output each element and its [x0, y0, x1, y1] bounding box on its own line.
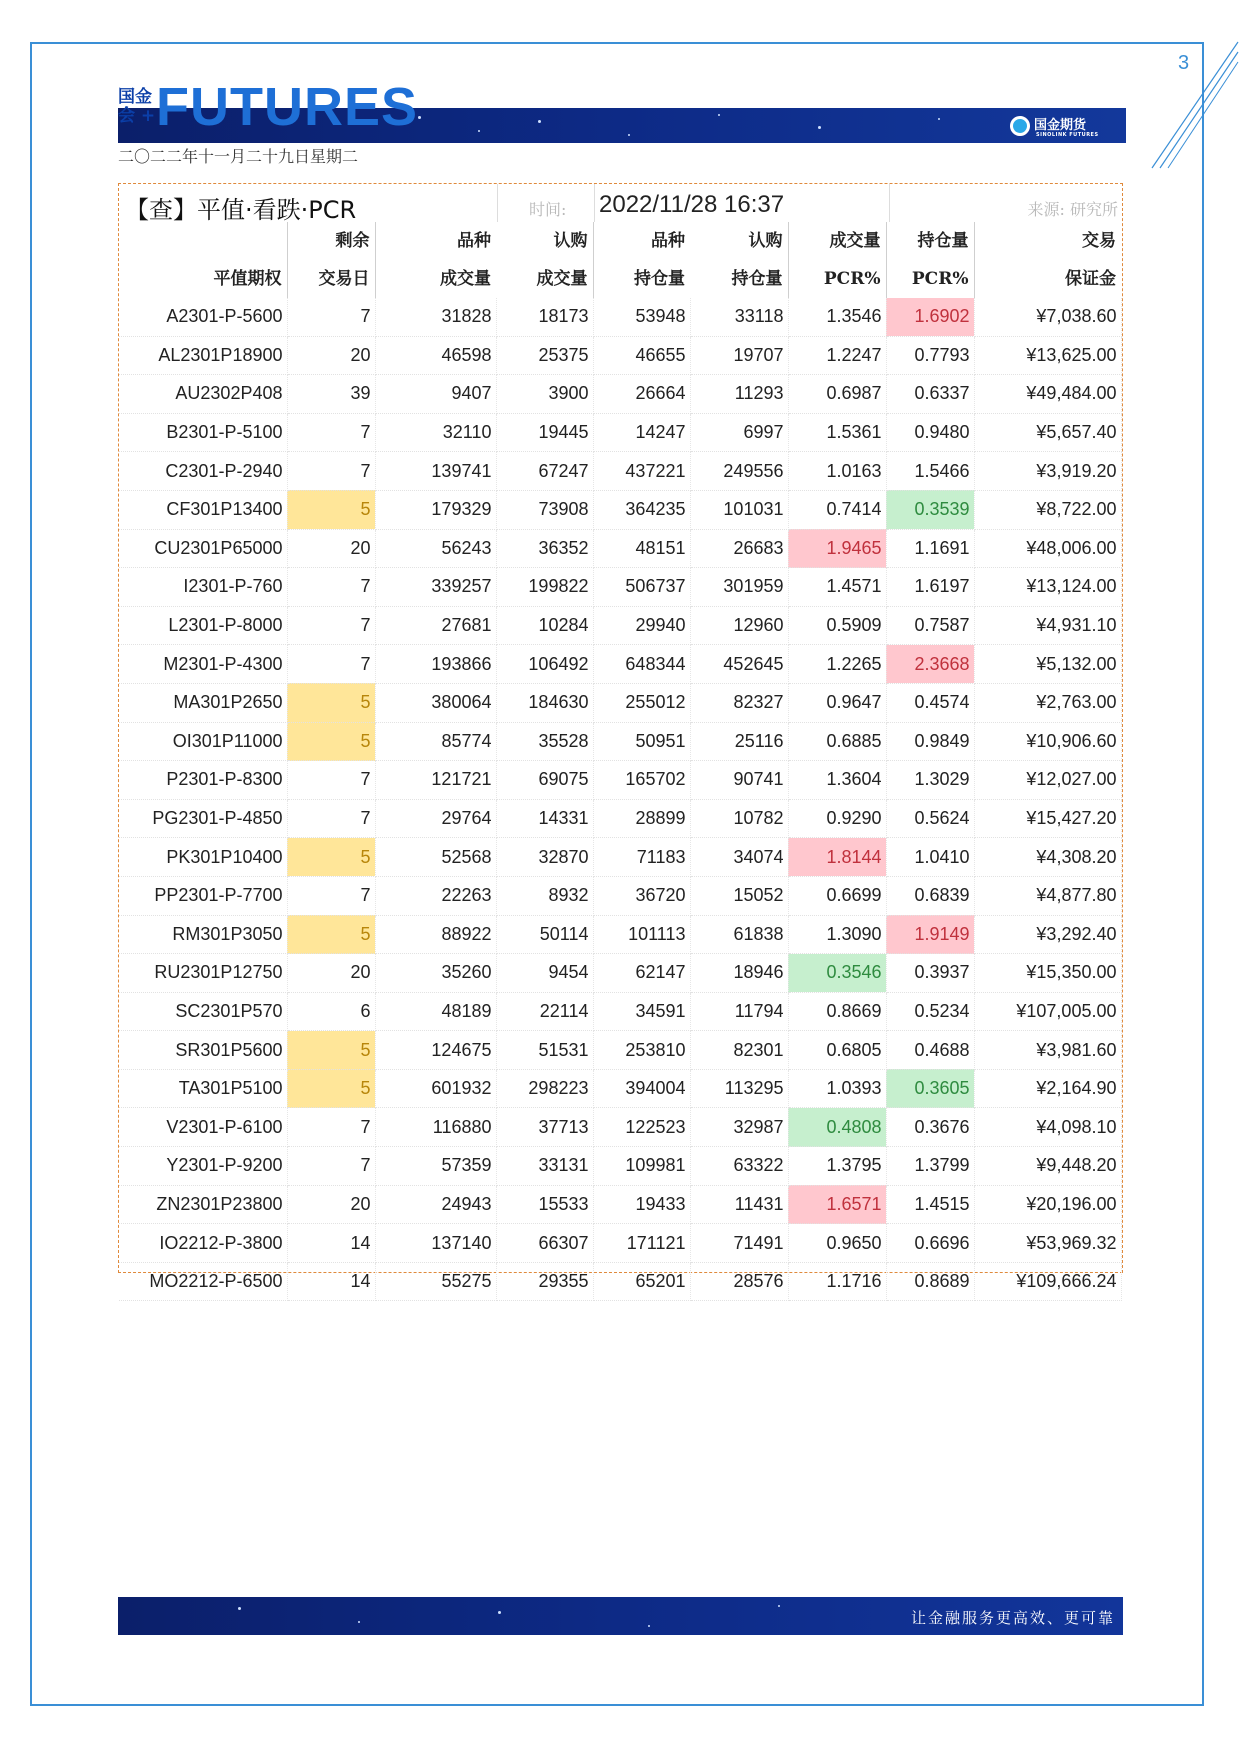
table-cell: 9407 — [375, 375, 496, 414]
table-cell: 66307 — [496, 1224, 593, 1263]
table-row — [119, 838, 1121, 877]
table-cell: 33118 — [690, 298, 788, 336]
column-header: 品种 — [651, 231, 685, 251]
table-cell: 18173 — [496, 298, 593, 336]
table-cell: 339257 — [375, 568, 496, 607]
table-cell: 113295 — [690, 1069, 788, 1108]
column-header: 交易 — [1082, 231, 1116, 251]
table-cell: 121721 — [375, 761, 496, 800]
option-name-cell: IO2212-P-3800 — [119, 1224, 287, 1263]
table-cell: 48189 — [375, 992, 496, 1031]
table-cell: 0.3676 — [886, 1108, 974, 1147]
table-cell: 73908 — [496, 490, 593, 529]
table-row — [119, 606, 1121, 645]
table-cell: 199822 — [496, 568, 593, 607]
column-header: 成交量 — [440, 269, 491, 289]
table-cell: 394004 — [593, 1069, 690, 1108]
table-cell: 1.5466 — [886, 452, 974, 491]
table-cell: 35528 — [496, 722, 593, 761]
table-cell: ¥4,877.80 — [974, 876, 1121, 915]
table-cell: 25375 — [496, 336, 593, 375]
table-row — [119, 876, 1121, 915]
table-cell: 50114 — [496, 915, 593, 954]
header-row — [119, 222, 1121, 260]
table-cell: 56243 — [375, 529, 496, 568]
table-cell: 101031 — [690, 490, 788, 529]
table-cell: 0.3539 — [886, 490, 974, 529]
table-cell: ¥2,763.00 — [974, 683, 1121, 722]
table-cell: ¥53,969.32 — [974, 1224, 1121, 1263]
table-cell: 0.6987 — [788, 375, 886, 414]
table-cell: 109981 — [593, 1147, 690, 1186]
table-title-row — [119, 184, 1122, 222]
brand-icon — [1010, 116, 1030, 136]
table-cell: 57359 — [375, 1147, 496, 1186]
table-cell: 19707 — [690, 336, 788, 375]
table-cell: 1.1691 — [886, 529, 974, 568]
time-value: 2022/11/28 16:37 — [599, 191, 785, 218]
table-cell: 61838 — [690, 915, 788, 954]
table-title: 【查】平值·看跌·PCR — [125, 196, 357, 224]
table-cell: 139741 — [375, 452, 496, 491]
table-cell: 1.6902 — [886, 298, 974, 336]
table-cell: ¥7,038.60 — [974, 298, 1121, 336]
table-cell: 0.4688 — [886, 1031, 974, 1070]
table-cell: 0.5234 — [886, 992, 974, 1031]
column-header: 持仓量 — [886, 222, 974, 260]
table-cell: 255012 — [593, 683, 690, 722]
table-cell: 7 — [287, 413, 375, 452]
table-row — [119, 722, 1121, 761]
table-cell: 1.6197 — [886, 568, 974, 607]
table-cell: 0.6885 — [788, 722, 886, 761]
table-row — [119, 298, 1121, 336]
table-cell: 39 — [287, 375, 375, 414]
table-cell: 452645 — [690, 645, 788, 684]
option-name-cell: ZN2301P23800 — [119, 1185, 287, 1224]
table-cell: 7 — [287, 568, 375, 607]
table-row — [119, 529, 1121, 568]
table-cell: 5 — [287, 915, 375, 954]
table-cell: 380064 — [375, 683, 496, 722]
column-header: 剩余 — [287, 222, 375, 260]
table-cell: 32987 — [690, 1108, 788, 1147]
table-cell: 71183 — [593, 838, 690, 877]
table-cell: 7 — [287, 1147, 375, 1186]
column-header: 认购 — [496, 222, 593, 260]
table-cell: 25116 — [690, 722, 788, 761]
table-cell: 5 — [287, 1069, 375, 1108]
table-cell: 1.3029 — [886, 761, 974, 800]
table-cell: 5 — [287, 838, 375, 877]
table-cell: ¥4,931.10 — [974, 606, 1121, 645]
table-cell: 5 — [287, 722, 375, 761]
table-cell: 253810 — [593, 1031, 690, 1070]
table-row — [119, 413, 1121, 452]
table-cell: 0.7587 — [886, 606, 974, 645]
table-cell: 85774 — [375, 722, 496, 761]
option-name-cell: C2301-P-2940 — [119, 452, 287, 491]
table-cell: 0.6337 — [886, 375, 974, 414]
table-cell: 7 — [287, 1108, 375, 1147]
table-cell: 5 — [287, 683, 375, 722]
table-cell: 1.3604 — [788, 761, 886, 800]
option-name-cell: M2301-P-4300 — [119, 645, 287, 684]
table-cell: 14 — [287, 1262, 375, 1301]
table-cell: 1.6571 — [788, 1185, 886, 1224]
table-row — [119, 1108, 1121, 1147]
table-cell: ¥13,625.00 — [974, 336, 1121, 375]
table-cell: ¥13,124.00 — [974, 568, 1121, 607]
table-cell: 82327 — [690, 683, 788, 722]
table-cell: 14 — [287, 1224, 375, 1263]
table-cell: ¥3,919.20 — [974, 452, 1121, 491]
table-cell: 137140 — [375, 1224, 496, 1263]
table-cell: 29764 — [375, 799, 496, 838]
table-cell: 7 — [287, 761, 375, 800]
logo-chinese: 国金 会 + — [118, 87, 156, 126]
table-cell: 1.3546 — [788, 298, 886, 336]
table-cell: 1.3090 — [788, 915, 886, 954]
table-cell: 0.6696 — [886, 1224, 974, 1263]
table-cell: 7 — [287, 298, 375, 336]
table-cell: 1.5361 — [788, 413, 886, 452]
table-row — [119, 683, 1121, 722]
table-cell: 1.2247 — [788, 336, 886, 375]
column-header: 认购 — [690, 222, 788, 260]
table-cell: 122523 — [593, 1108, 690, 1147]
option-name-cell: RU2301P12750 — [119, 954, 287, 993]
option-name-cell: OI301P11000 — [119, 722, 287, 761]
table-cell: 0.6805 — [788, 1031, 886, 1070]
table-cell: 1.3799 — [886, 1147, 974, 1186]
table-cell: 10782 — [690, 799, 788, 838]
option-name-cell: AL2301P18900 — [119, 336, 287, 375]
table-cell: 5 — [287, 490, 375, 529]
table-row — [119, 1031, 1121, 1070]
table-cell: 26664 — [593, 375, 690, 414]
option-name-cell: Y2301-P-9200 — [119, 1147, 287, 1186]
time-label: 时间: — [529, 200, 567, 219]
table-cell: 29940 — [593, 606, 690, 645]
table-cell: 1.4515 — [886, 1185, 974, 1224]
table-cell: 648344 — [593, 645, 690, 684]
table-cell: 90741 — [690, 761, 788, 800]
column-header: 保证金 — [1065, 269, 1116, 289]
table-cell: ¥49,484.00 — [974, 375, 1121, 414]
brand-logo: 国金期货 SINOLINK FUTURES — [1010, 114, 1099, 138]
table-cell: 8932 — [496, 876, 593, 915]
table-cell: 7 — [287, 606, 375, 645]
option-name-cell: I2301-P-760 — [119, 568, 287, 607]
table-cell: 67247 — [496, 452, 593, 491]
table-cell: 7 — [287, 799, 375, 838]
table-cell: ¥5,657.40 — [974, 413, 1121, 452]
table-cell: ¥3,981.60 — [974, 1031, 1121, 1070]
option-name-cell: SR301P5600 — [119, 1031, 287, 1070]
table-cell: 0.7793 — [886, 336, 974, 375]
table-cell: 46598 — [375, 336, 496, 375]
table-cell: 33131 — [496, 1147, 593, 1186]
table-cell: 1.9149 — [886, 915, 974, 954]
table-cell: 124675 — [375, 1031, 496, 1070]
table-row — [119, 490, 1121, 529]
table-cell: 11293 — [690, 375, 788, 414]
option-name-cell: PP2301-P-7700 — [119, 876, 287, 915]
table-row — [119, 992, 1121, 1031]
table-row — [119, 336, 1121, 375]
table-cell: 35260 — [375, 954, 496, 993]
option-name-cell: PG2301-P-4850 — [119, 799, 287, 838]
table-cell: 32870 — [496, 838, 593, 877]
table-cell: ¥10,906.60 — [974, 722, 1121, 761]
table-cell: 116880 — [375, 1108, 496, 1147]
table-cell: ¥15,427.20 — [974, 799, 1121, 838]
table-cell: 0.9480 — [886, 413, 974, 452]
table-cell: 22114 — [496, 992, 593, 1031]
table-cell: 32110 — [375, 413, 496, 452]
column-header: 持仓量 — [690, 260, 788, 298]
option-name-cell: PK301P10400 — [119, 838, 287, 877]
table-cell: 249556 — [690, 452, 788, 491]
option-name-cell: B2301-P-5100 — [119, 413, 287, 452]
table-row — [119, 915, 1121, 954]
column-header — [119, 222, 287, 260]
table-cell: 171121 — [593, 1224, 690, 1263]
table-cell: 88922 — [375, 915, 496, 954]
table-cell: 0.7414 — [788, 490, 886, 529]
table-cell: ¥9,448.20 — [974, 1147, 1121, 1186]
option-name-cell: AU2302P408 — [119, 375, 287, 414]
footer-slogan: 让金融服务更高效、更可靠 — [910, 1609, 1115, 1627]
column-header: 成交量 — [496, 260, 593, 298]
table-row — [119, 1262, 1121, 1301]
pcr-table-panel — [118, 183, 1123, 1292]
table-cell: 1.2265 — [788, 645, 886, 684]
corner-decoration — [1150, 40, 1240, 170]
table-cell: ¥4,308.20 — [974, 838, 1121, 877]
table-cell: ¥107,005.00 — [974, 992, 1121, 1031]
table-cell: 53948 — [593, 298, 690, 336]
column-header: PCR% — [886, 260, 974, 298]
table-cell: 1.3795 — [788, 1147, 886, 1186]
table-cell: 0.3605 — [886, 1069, 974, 1108]
table-cell: 10284 — [496, 606, 593, 645]
table-cell: ¥109,666.24 — [974, 1262, 1121, 1301]
table-cell: 34074 — [690, 838, 788, 877]
table-cell: ¥5,132.00 — [974, 645, 1121, 684]
table-cell: 184630 — [496, 683, 593, 722]
table-cell: 50951 — [593, 722, 690, 761]
table-cell: 0.3937 — [886, 954, 974, 993]
table-cell: 28576 — [690, 1262, 788, 1301]
table-cell: 37713 — [496, 1108, 593, 1147]
table-row — [119, 954, 1121, 993]
table-cell: 18946 — [690, 954, 788, 993]
table-cell: 1.1716 — [788, 1262, 886, 1301]
column-header: 交易日 — [287, 260, 375, 298]
column-header: 成交量 — [788, 222, 886, 260]
table-cell: 0.9650 — [788, 1224, 886, 1263]
table-cell: 28899 — [593, 799, 690, 838]
table-cell: 0.6699 — [788, 876, 886, 915]
table-cell: 11431 — [690, 1185, 788, 1224]
table-cell: 101113 — [593, 915, 690, 954]
table-cell: 31828 — [375, 298, 496, 336]
table-cell: 7 — [287, 876, 375, 915]
option-name-cell: SC2301P570 — [119, 992, 287, 1031]
option-name-cell: L2301-P-8000 — [119, 606, 287, 645]
table-cell: 1.0163 — [788, 452, 886, 491]
table-cell: 2.3668 — [886, 645, 974, 684]
table-cell: 15052 — [690, 876, 788, 915]
table-cell: 22263 — [375, 876, 496, 915]
table-cell: ¥12,027.00 — [974, 761, 1121, 800]
table-cell: 3900 — [496, 375, 593, 414]
table-cell: 11794 — [690, 992, 788, 1031]
option-name-cell: A2301-P-5600 — [119, 298, 287, 336]
logo-futures: FUTURES — [156, 77, 418, 137]
table-cell: 14331 — [496, 799, 593, 838]
table-cell: 36720 — [593, 876, 690, 915]
table-row — [119, 1185, 1121, 1224]
table-cell: 27681 — [375, 606, 496, 645]
table-cell: 36352 — [496, 529, 593, 568]
table-cell: 63322 — [690, 1147, 788, 1186]
table-cell: 19433 — [593, 1185, 690, 1224]
table-cell: 20 — [287, 1185, 375, 1224]
table-cell: 301959 — [690, 568, 788, 607]
table-cell: 601932 — [375, 1069, 496, 1108]
table-cell: 82301 — [690, 1031, 788, 1070]
table-cell: 19445 — [496, 413, 593, 452]
option-name-cell: CU2301P65000 — [119, 529, 287, 568]
table-cell: 48151 — [593, 529, 690, 568]
table-cell: 6 — [287, 992, 375, 1031]
table-row — [119, 568, 1121, 607]
table-cell: 0.9849 — [886, 722, 974, 761]
table-cell: 0.6839 — [886, 876, 974, 915]
table-cell: 364235 — [593, 490, 690, 529]
table-cell: ¥4,098.10 — [974, 1108, 1121, 1147]
table-cell: 1.4571 — [788, 568, 886, 607]
table-cell: 5 — [287, 1031, 375, 1070]
table-cell: 12960 — [690, 606, 788, 645]
option-name-cell: V2301-P-6100 — [119, 1108, 287, 1147]
table-cell: ¥15,350.00 — [974, 954, 1121, 993]
table-cell: 0.9647 — [788, 683, 886, 722]
table-cell: 0.5624 — [886, 799, 974, 838]
table-cell: 65201 — [593, 1262, 690, 1301]
table-cell: 0.5909 — [788, 606, 886, 645]
table-cell: 0.4574 — [886, 683, 974, 722]
table-row — [119, 1069, 1121, 1108]
table-cell: 1.0410 — [886, 838, 974, 877]
table-cell: 46655 — [593, 336, 690, 375]
table-cell: 1.0393 — [788, 1069, 886, 1108]
source-label: 来源: 研究所 — [1027, 200, 1118, 219]
table-cell: 106492 — [496, 645, 593, 684]
option-name-cell: RM301P3050 — [119, 915, 287, 954]
table-cell: ¥2,164.90 — [974, 1069, 1121, 1108]
table-cell: 506737 — [593, 568, 690, 607]
table-cell: 7 — [287, 645, 375, 684]
table-cell: 437221 — [593, 452, 690, 491]
option-name-cell: MO2212-P-6500 — [119, 1262, 287, 1301]
column-header: PCR% — [788, 260, 886, 298]
table-cell: ¥8,722.00 — [974, 490, 1121, 529]
table-cell: 34591 — [593, 992, 690, 1031]
table-cell: 298223 — [496, 1069, 593, 1108]
table-cell: 0.3546 — [788, 954, 886, 993]
table-cell: ¥20,196.00 — [974, 1185, 1121, 1224]
table-row — [119, 1147, 1121, 1186]
table-row — [119, 452, 1121, 491]
table-cell: 0.8669 — [788, 992, 886, 1031]
table-cell: 20 — [287, 954, 375, 993]
option-name-cell: CF301P13400 — [119, 490, 287, 529]
table-cell: 55275 — [375, 1262, 496, 1301]
table-row — [119, 799, 1121, 838]
table-row — [119, 761, 1121, 800]
column-header: 平值期权 — [119, 260, 287, 298]
table-cell: 62147 — [593, 954, 690, 993]
header-row — [119, 260, 1121, 298]
table-cell: ¥3,292.40 — [974, 915, 1121, 954]
table-cell: 0.4808 — [788, 1108, 886, 1147]
table-row — [119, 375, 1121, 414]
pcr-table — [119, 222, 1122, 1301]
table-cell: 71491 — [690, 1224, 788, 1263]
page-number: 3 — [1178, 52, 1190, 74]
table-cell: 26683 — [690, 529, 788, 568]
table-cell: ¥48,006.00 — [974, 529, 1121, 568]
table-cell: 6997 — [690, 413, 788, 452]
table-cell: 193866 — [375, 645, 496, 684]
table-cell: 52568 — [375, 838, 496, 877]
table-cell: 165702 — [593, 761, 690, 800]
table-row — [119, 645, 1121, 684]
column-header: 持仓量 — [634, 269, 685, 289]
table-cell: 20 — [287, 336, 375, 375]
table-cell: 29355 — [496, 1262, 593, 1301]
option-name-cell: TA301P5100 — [119, 1069, 287, 1108]
report-date: 二〇二二年十一月二十九日星期二 — [118, 147, 359, 166]
table-cell: 0.9290 — [788, 799, 886, 838]
table-cell: 179329 — [375, 490, 496, 529]
table-row — [119, 1224, 1121, 1263]
table-cell: 51531 — [496, 1031, 593, 1070]
table-cell: 15533 — [496, 1185, 593, 1224]
table-cell: 14247 — [593, 413, 690, 452]
table-cell: 69075 — [496, 761, 593, 800]
table-cell: 20 — [287, 529, 375, 568]
option-name-cell: MA301P2650 — [119, 683, 287, 722]
footer-band — [118, 1597, 1123, 1635]
table-cell: 24943 — [375, 1185, 496, 1224]
option-name-cell: P2301-P-8300 — [119, 761, 287, 800]
table-cell: 7 — [287, 452, 375, 491]
column-header: 品种 — [457, 231, 491, 251]
table-cell: 0.8689 — [886, 1262, 974, 1301]
table-cell: 9454 — [496, 954, 593, 993]
table-cell: 1.9465 — [788, 529, 886, 568]
table-cell: 1.8144 — [788, 838, 886, 877]
